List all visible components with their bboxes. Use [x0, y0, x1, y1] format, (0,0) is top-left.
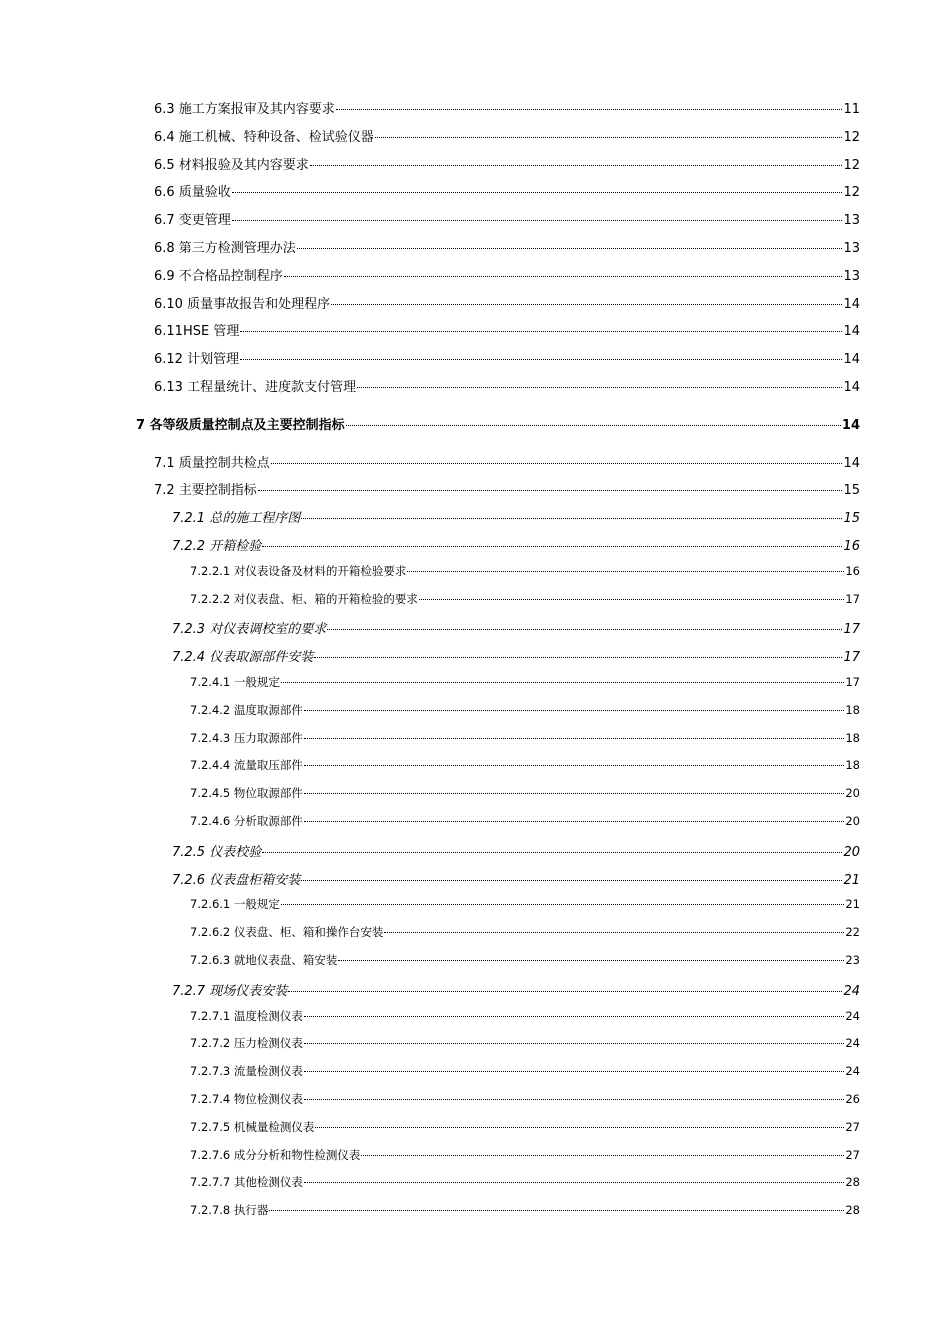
toc-entry[interactable]: [172, 980, 860, 999]
toc-entry[interactable]: [190, 952, 860, 968]
toc-entry-title: 7.2.4.2 温度取源部件: [190, 702, 303, 717]
toc-entry-page: 18: [845, 730, 860, 745]
toc-leader-dots: [232, 220, 843, 221]
toc-entry-title: 7.2.4.5 物位取源部件: [190, 786, 303, 801]
toc-entry-page: 16: [845, 563, 860, 578]
toc-leader-dots: [327, 629, 842, 630]
toc-entry-title: 6.10 质量事故报告和处理程序: [154, 296, 331, 312]
toc-leader-dots: [297, 248, 843, 249]
toc-entry[interactable]: [190, 1174, 860, 1190]
toc-entry-page: 14: [841, 417, 860, 433]
toc-leader-dots: [284, 276, 843, 277]
toc-entry-page: 21: [845, 897, 860, 912]
toc-entry-title: 7.1 质量控制共检点: [154, 455, 270, 471]
toc-entry[interactable]: [154, 320, 860, 339]
toc-entry[interactable]: [154, 237, 860, 256]
toc-entry-page: 14: [843, 352, 860, 368]
toc-leader-dots: [304, 1016, 844, 1017]
toc-entry-title: 7.2.6 仪表盘柜箱安装: [172, 872, 301, 888]
toc-entry[interactable]: [190, 785, 860, 801]
toc-entry-page: 14: [843, 324, 860, 340]
toc-entry[interactable]: [154, 265, 860, 284]
toc-entry-page: 15: [843, 511, 860, 527]
toc-entry-title: 7 各等级质量控制点及主要控制指标: [136, 417, 345, 433]
toc-entry[interactable]: [190, 896, 860, 912]
toc-entry[interactable]: [190, 1091, 860, 1107]
toc-entry[interactable]: [154, 479, 860, 498]
toc-entry[interactable]: [172, 535, 860, 554]
toc-entry[interactable]: [172, 507, 860, 526]
toc-entry-title: 6.12 计划管理: [154, 352, 240, 368]
toc-entry-page: 12: [843, 129, 860, 145]
toc-entry-title: 7.2.2 开箱检验: [172, 539, 262, 554]
toc-entry-title: 7.2.4.1 一般规定: [190, 675, 280, 689]
toc-entry-page: 17: [845, 675, 860, 689]
toc-entry[interactable]: [154, 376, 860, 395]
toc-leader-dots: [304, 710, 844, 711]
toc-leader-dots: [240, 359, 842, 360]
toc-leader-dots: [346, 425, 841, 426]
toc-entry-page: 18: [845, 702, 860, 717]
toc-entry[interactable]: [154, 348, 860, 367]
toc-entry-title: 7.2.7.3 流量检测仪表: [190, 1064, 303, 1079]
toc-entry-page: 14: [843, 296, 860, 312]
toc-entry[interactable]: [136, 414, 860, 433]
toc-entry[interactable]: [190, 924, 860, 940]
toc-entry[interactable]: [190, 1063, 860, 1079]
toc-leader-dots: [384, 932, 844, 933]
toc-entry-page: 12: [843, 185, 860, 201]
toc-entry[interactable]: [190, 1147, 860, 1163]
toc-entry-title: 7.2.7.7 其他检测仪表: [190, 1175, 303, 1190]
toc-entry-page: 22: [845, 925, 860, 940]
toc-entry-title: 7.2.4 仪表取源部件安装: [172, 650, 314, 666]
toc-entry[interactable]: [190, 1008, 860, 1024]
toc-leader-dots: [361, 1155, 844, 1156]
toc-leader-dots: [375, 137, 843, 138]
toc-entry-title: 7.2.2.2 对仪表盘、柜、箱的开箱检验的要求: [190, 591, 418, 606]
toc-leader-dots: [240, 331, 842, 332]
toc-entry-page: 24: [845, 1064, 860, 1079]
toc-entry-title: 7.2.6.3 就地仪表盘、箱安装: [190, 953, 338, 967]
toc-leader-dots: [262, 546, 842, 547]
toc-entry-page: 21: [843, 872, 860, 888]
toc-entry-title: 6.5 材料报验及其内容要求: [154, 157, 309, 173]
toc-entry-title: 7.2.4.4 流量取压部件: [190, 758, 303, 773]
toc-leader-dots: [310, 165, 843, 166]
toc-entry-title: 6.7 变更管理: [154, 213, 231, 229]
toc-leader-dots: [304, 1182, 844, 1183]
toc-entry-title: 6.3 施工方案报审及其内容要求: [154, 102, 335, 117]
toc-entry-page: 20: [845, 814, 860, 828]
toc-entry-page: 18: [845, 758, 860, 773]
toc-entry-page: 17: [843, 650, 860, 666]
toc-entry-page: 11: [843, 102, 860, 117]
toc-entry-title: 7.2.1 总的施工程序图: [172, 511, 301, 527]
toc-entry-page: 20: [845, 786, 860, 801]
toc-entry-title: 6.6 质量验收: [154, 185, 231, 201]
toc-entry-page: 24: [845, 1036, 860, 1051]
toc-entry[interactable]: [190, 1035, 860, 1051]
toc-leader-dots: [331, 304, 842, 305]
toc-entry[interactable]: [190, 730, 860, 746]
toc-entry-title: 7.2.4.6 分析取源部件: [190, 814, 303, 828]
toc-entry[interactable]: [190, 702, 860, 718]
toc-entry-title: 7.2.6.2 仪表盘、柜、箱和操作台安装: [190, 925, 384, 940]
toc-leader-dots: [262, 852, 842, 853]
toc-entry-page: 28: [845, 1203, 860, 1218]
toc-entry[interactable]: [190, 1119, 860, 1135]
toc-entry-page: 12: [843, 157, 860, 173]
toc-entry[interactable]: [154, 452, 860, 471]
toc-entry-title: 7.2.7.2 压力检测仪表: [190, 1036, 303, 1051]
toc-leader-dots: [419, 599, 844, 600]
toc-entry[interactable]: [172, 646, 860, 665]
toc-entry[interactable]: [190, 1202, 860, 1218]
toc-entry-page: 13: [843, 241, 860, 256]
toc-entry-title: 7.2.7.5 机械量检测仪表: [190, 1119, 315, 1134]
toc-entry-title: 7.2.7.8 执行器: [190, 1203, 269, 1218]
toc-leader-dots: [407, 571, 844, 572]
toc-entry[interactable]: [154, 181, 860, 200]
toc-entry[interactable]: [190, 563, 860, 579]
toc-entry-page: 26: [845, 1092, 860, 1106]
toc-entry-title: 7.2.3 对仪表调校室的要求: [172, 622, 327, 638]
toc-entry-title: 7.2.4.3 压力取源部件: [190, 730, 303, 745]
toc-entry-page: 15: [843, 483, 860, 499]
toc-entry-title: 7.2.7.6 成分分析和物性检测仪表: [190, 1147, 361, 1162]
toc-entry-title: 7.2.7.1 温度检测仪表: [190, 1008, 303, 1023]
toc-leader-dots: [304, 1043, 844, 1044]
toc-entry-title: 6.9 不合格品控制程序: [154, 268, 283, 284]
toc-leader-dots: [232, 192, 843, 193]
toc-leader-dots: [336, 109, 843, 110]
toc-leader-dots: [288, 991, 842, 992]
toc-entry-title: 7.2.5 仪表校验: [172, 844, 262, 860]
toc-entry[interactable]: [154, 98, 860, 117]
toc-entry-page: 17: [845, 591, 860, 606]
toc-leader-dots: [301, 880, 842, 881]
toc-leader-dots: [357, 387, 842, 388]
toc-entry[interactable]: [190, 591, 860, 607]
toc-entry-page: 24: [845, 1008, 860, 1023]
toc-entry-title: 6.4 施工机械、特种设备、检试验仪器: [154, 129, 374, 145]
toc-entry-page: 24: [843, 983, 860, 999]
toc-entry-page: 17: [843, 622, 860, 638]
toc-entry-page: 27: [845, 1147, 860, 1162]
toc-leader-dots: [338, 960, 844, 961]
toc-entry-title: 7.2 主要控制指标: [154, 483, 257, 499]
toc-entry[interactable]: [154, 126, 860, 145]
toc-entry-page: 23: [845, 953, 860, 967]
toc-leader-dots: [301, 518, 842, 519]
toc-entry-title: 7.2.7 现场仪表安装: [172, 983, 288, 999]
toc-entry[interactable]: [172, 869, 860, 888]
toc-leader-dots: [304, 738, 844, 739]
toc-leader-dots: [315, 1127, 844, 1128]
toc-leader-dots: [304, 1071, 844, 1072]
toc-entry[interactable]: [190, 813, 860, 829]
toc-leader-dots: [304, 765, 844, 766]
toc-leader-dots: [271, 463, 843, 464]
toc-entry-page: 28: [845, 1175, 860, 1190]
toc-entry-title: 7.2.7.4 物位检测仪表: [190, 1092, 303, 1106]
toc-leader-dots: [304, 1099, 844, 1100]
toc-entry[interactable]: [154, 293, 860, 312]
toc-leader-dots: [258, 490, 843, 491]
toc-entry[interactable]: [154, 154, 860, 173]
toc-leader-dots: [281, 904, 844, 905]
toc-leader-dots: [314, 657, 842, 658]
toc-entry[interactable]: [190, 674, 860, 690]
toc-leader-dots: [269, 1210, 844, 1211]
toc-entry-page: 27: [845, 1119, 860, 1134]
toc-entry[interactable]: [172, 618, 860, 637]
toc-entry-page: 14: [843, 455, 860, 471]
toc-entry-page: 16: [843, 539, 860, 554]
toc-entry-page: 13: [843, 268, 860, 284]
toc-entry-title: 6.11HSE 管理: [154, 324, 240, 340]
toc-entry-page: 13: [843, 213, 860, 229]
toc-entry-title: 6.8 第三方检测管理办法: [154, 241, 296, 256]
toc-entry-page: 14: [843, 380, 860, 395]
toc-entry-title: 7.2.6.1 一般规定: [190, 897, 280, 912]
toc-entry[interactable]: [190, 757, 860, 773]
toc-entry[interactable]: [154, 209, 860, 228]
toc-entry-title: 6.13 工程量统计、进度款支付管理: [154, 380, 357, 395]
toc-entry[interactable]: [172, 841, 860, 860]
toc-entry-page: 20: [843, 844, 860, 860]
toc-entry-title: 7.2.2.1 对仪表设备及材料的开箱检验要求: [190, 563, 407, 578]
toc-leader-dots: [281, 682, 844, 683]
toc-leader-dots: [304, 793, 844, 794]
toc-leader-dots: [304, 821, 844, 822]
